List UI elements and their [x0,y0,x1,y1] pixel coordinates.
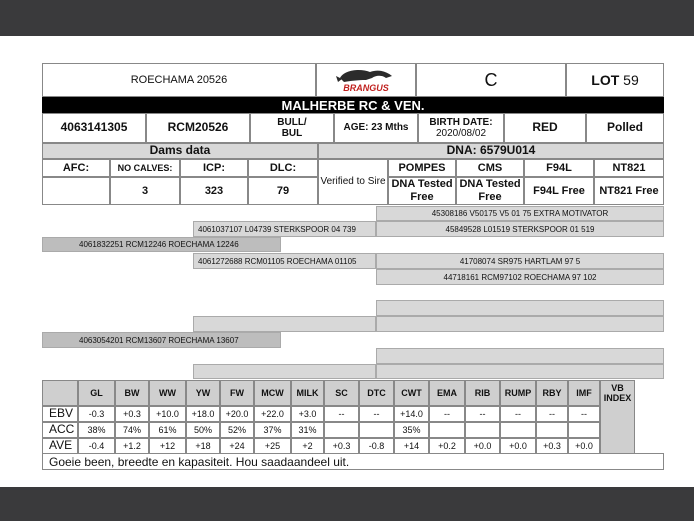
lot-sheet [42,63,664,471]
ebv-cell-text: +18.0 [191,408,215,419]
ebv-cell-text: +25 [264,440,281,451]
ebv-cell [78,422,115,438]
colour [504,113,586,143]
age-text: AGE: 23 Mths [343,122,409,134]
ebv-row-label [42,406,78,422]
pedigree-text: 44718161 RCM97102 ROECHAMA 97 102 [443,272,597,282]
ebv-column-header [359,380,394,406]
ebv-cell [359,406,394,422]
next-sheet-edge [42,484,664,487]
ebv-cell [291,438,324,454]
pedigree-ddd [376,364,664,379]
pedigree-dsd [376,316,664,332]
ebv-cell [220,422,254,438]
pedigree-ssd [376,221,664,237]
ebv-cell [568,422,600,438]
ebv-cell-text: +0.2 [438,440,456,451]
ebv-cell [78,406,115,422]
bottom-dark-band [0,487,694,521]
dams-title-text: Dams data [149,143,211,158]
ebv-column-header-text: RIB [474,387,491,398]
ebv-cell [536,406,568,422]
test-name-f94l [524,159,594,177]
ebv-cell-text: +18 [195,440,211,451]
test-result-cms [456,177,524,205]
pedigree-dam-dam [193,364,376,379]
ebv-column-header [291,380,324,406]
pedigree-text: 4061272688 RCM01105 ROECHAMA 01105 [198,256,357,266]
ebv-cell [429,438,465,454]
ebv-column-header-text: YW [195,387,211,398]
ebv-column-header-text: WW [159,387,176,398]
ebv-cell-text: +3.0 [298,408,317,419]
ebv-cell [359,422,394,438]
ebv-row-label-text: ACC [49,422,75,437]
ebv-column-header [186,380,220,406]
ebv-cell-text: +0.3 [332,440,351,451]
ebv-cell [220,438,254,454]
ebv-cell-text: 61% [158,424,177,435]
ebv-row-label [42,422,78,438]
pedigree-text: 45308186 V50175 V5 01 75 EXTRA MOTIVATOR [431,209,609,218]
birth-date-value: 2020/08/02 [435,128,487,139]
pedigree-sire-sire [193,221,376,237]
test-name-text: F94L [546,161,572,174]
grade-text: C [484,69,498,90]
ebv-cell-text: +0.3 [123,408,141,419]
ebv-cell-text: 37% [263,424,282,435]
ebv-column-header [254,380,291,406]
ebv-cell-text: -- [444,408,450,419]
ebv-cell [429,422,465,438]
ebv-cell-text: -- [549,408,555,419]
pedigree-sdd [376,269,664,285]
ebv-cell [115,422,149,438]
lot-number [566,63,664,97]
ebv-cell-text: +14 [403,440,420,451]
test-result-text: NT821 Free [599,184,659,197]
ebv-cell-text: +10.0 [156,408,179,419]
ebv-cell [500,438,536,454]
ebv-cell [359,438,394,454]
ebv-cell-text: 31% [298,424,317,435]
ebv-cell [149,422,186,438]
calves-text: 3 [141,184,149,197]
test-result-text: DNA Tested Free [391,178,453,203]
pedigree-sire-dam [193,253,376,269]
ebv-cell [149,438,186,454]
ebv-cell-text: -- [515,408,521,419]
ebv-cell [394,406,429,422]
ebv-cell [78,438,115,454]
birth-date-label: BIRTH DATE: [429,116,493,128]
ebv-column-header-text: VB INDEX [603,383,632,404]
brangus-logo [316,63,416,97]
top-dark-band [0,0,694,36]
test-result-text: F94L Free [533,184,585,197]
animal-id [42,113,146,143]
pedigree-dss [376,300,664,316]
dna-number [318,143,664,159]
pedigree-text: 4063054201 RCM13607 ROECHAMA 13607 [79,335,239,345]
pedigree-text: 41708074 SR975 HARTLAM 97 5 [459,256,581,266]
ebv-row-label [42,438,78,454]
ebv-cell [324,422,359,438]
ebv-cell-text: -- [581,408,587,419]
breeder-name: MALHERBE RC & VEN. [281,97,425,113]
afc-value [42,177,110,205]
dams-data-title [42,143,318,159]
ebv-column-header [536,380,568,406]
ebv-column-header-text: RUMP [504,387,532,398]
ebv-cell [291,422,324,438]
icp-text: 323 [204,184,224,197]
age [334,113,418,143]
ebv-cell [115,438,149,454]
logo-text: BRANGUS [343,83,389,93]
horn-status [586,113,664,143]
ebv-column-header-text: GL [90,387,103,398]
ebv-column-header [324,380,359,406]
ebv-cell-text: 38% [87,424,106,435]
ebv-column-header-text: SC [335,387,348,398]
ebv-cell-text: +0.0 [509,440,527,451]
ebv-cell [324,438,359,454]
ebv-cell [220,406,254,422]
ebv-cell-text: -- [338,408,345,419]
ebv-cell [465,422,500,438]
test-name-nt821 [594,159,664,177]
remark [42,453,664,470]
reg-code [146,113,250,143]
ebv-cell-text: +2 [302,440,313,451]
ebv-column-header [500,380,536,406]
animal-id-text: 4063141305 [60,120,128,135]
colour-text: RED [532,120,558,135]
icp-label [180,159,248,177]
ebv-cell [500,406,536,422]
ebv-cell [500,422,536,438]
reg-code-text: RCM20526 [167,120,229,135]
test-result-f94l [524,177,594,205]
ebv-cell [254,422,291,438]
ebv-cell-text: +0.0 [575,440,593,451]
ebv-cell-text: -0.4 [88,440,105,451]
ebv-cell-text: 35% [402,424,421,435]
pedigree-dds [376,348,664,364]
pedigree-text: 4061832251 RCM12246 ROECHAMA 12246 [79,240,239,249]
ebv-column-header-text: DTC [367,387,386,398]
test-result-text: DNA Tested Free [459,178,521,203]
pedigree-sds [376,253,664,269]
sex [250,113,334,143]
ebv-column-header-text: MCW [261,387,284,398]
ebv-column-header [394,380,429,406]
test-name-text: POMPES [398,161,446,174]
ebv-cell [186,406,220,422]
dam-name-text: ROECHAMA 20526 [130,73,228,86]
pedigree-sss [376,206,664,221]
ebv-cell-text: +0.0 [473,440,492,451]
dlc-text: 79 [276,184,290,197]
dna-text: DNA: 6579U014 [446,143,536,158]
ebv-cell-text: -- [373,408,380,419]
birth-date [418,113,504,143]
test-name-cms [456,159,524,177]
pedigree-dam-sire [193,316,376,332]
calves-value [110,177,180,205]
ebv-cell-text: +12 [159,440,176,451]
ebv-column-header-text: BW [124,387,140,398]
icp-value [180,177,248,205]
ebv-cell-text: 74% [122,424,141,435]
ebv-cell [536,422,568,438]
ebv-column-header-text: FW [230,387,244,398]
ebv-cell-text: +24 [229,440,245,451]
icp-label-text: ICP: [203,161,225,174]
ebv-column-header-text: EMA [437,387,457,398]
ebv-cell-text: +0.3 [543,440,561,451]
ebv-cell [536,438,568,454]
ebv-cell [429,406,465,422]
test-name-text: NT821 [612,161,646,174]
ebv-cell [186,438,220,454]
ebv-cell [568,438,600,454]
dam-name [42,63,316,97]
ebv-cell [394,438,429,454]
test-result-pompes [388,177,456,205]
ebv-cell-text: +14.0 [400,408,423,419]
afc-label [42,159,110,177]
pedigree-sire-dam-line [42,237,281,252]
ebv-cell-text: -0.8 [368,440,385,451]
horn-status-text: Polled [606,120,643,135]
ebv-cell [291,406,324,422]
ebv-cell [465,438,500,454]
ebv-column-header-text: RBY [542,387,562,398]
breeder-bar [42,97,664,113]
test-name-text: CMS [477,161,503,174]
dlc-label [248,159,318,177]
ebv-cell-text: -0.3 [88,408,105,419]
ebv-row-label-text: EBV [49,406,74,421]
ebv-cell [568,406,600,422]
ebv-cell [115,406,149,422]
ebv-cell [254,406,291,422]
ebv-cell [394,422,429,438]
ebv-column-header [600,380,635,454]
remark-text: Goeie been, breedte en kapasiteit. Hou saadaandeel uit. [49,454,350,469]
ebv-cell-text: 50% [193,424,212,435]
pedigree-dam-line [42,332,281,348]
ebv-column-header [465,380,500,406]
ebv-column-header [220,380,254,406]
ebv-column-header-text: MILK [296,387,319,398]
pedigree-text: 4061037107 L04739 STERKSPOOR 04 739 [198,224,356,234]
pedigree-text: 45849528 L01519 STERKSPOOR 01 519 [445,224,595,234]
ebv-column-header [115,380,149,406]
verified-text: Verified to Sire [320,176,386,188]
ebv-column-header-text: CWT [401,387,422,398]
bull-logo-icon [326,66,406,94]
verified-to-sire [318,159,388,205]
dlc-value [248,177,318,205]
ebv-column-header [568,380,600,406]
ebv-cell-text: +20.0 [225,408,249,419]
dlc-label-text: DLC: [269,161,297,174]
ebv-row-label-text: AVE [49,438,73,453]
test-name-pompes [388,159,456,177]
ebv-cell [186,422,220,438]
ebv-cell-text: -- [479,408,486,419]
ebv-header-corner [42,380,78,406]
ebv-cell [149,406,186,422]
ebv-column-header [429,380,465,406]
ebv-cell [324,406,359,422]
ebv-cell-text: +1.2 [123,440,141,451]
ebv-column-header [78,380,115,406]
afc-label-text: AFC: [62,161,90,174]
lot-number-text: 59 [623,71,639,88]
ebv-cell-text: 52% [227,424,246,435]
test-result-nt821 [594,177,664,205]
calves-label [110,159,180,177]
calves-label-text: NO CALVES: [117,162,173,173]
ebv-column-header-text: IMF [576,387,592,398]
ebv-column-header [149,380,186,406]
lot-label: LOT [591,71,620,88]
grade [416,63,566,97]
sex-text: BULL/ BUL [277,116,307,139]
ebv-cell [254,438,291,454]
ebv-cell [465,406,500,422]
ebv-cell-text: +22.0 [261,408,284,419]
